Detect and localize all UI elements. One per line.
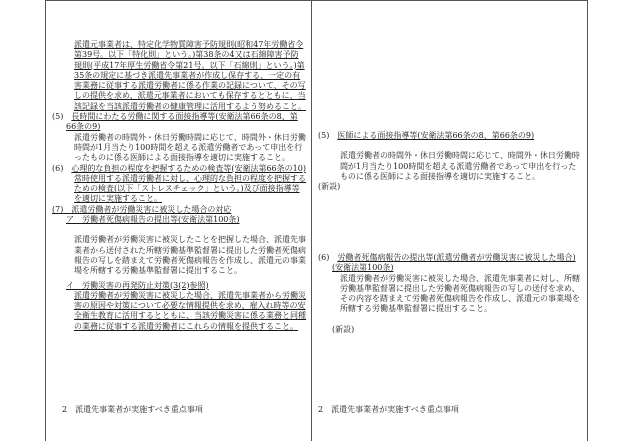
current-item-5-title: 医師による面接指導等(安衛法第66条の8、第66条の9) [337, 131, 535, 140]
current-text-column [318, 131, 580, 192]
table-right-border [587, 0, 588, 441]
item-7a-heading [52, 215, 306, 225]
item-6-number: (6) [52, 163, 64, 173]
item-7i-number: イ [66, 280, 74, 290]
item-7a-body: 派遣労働者が労働災害に被災したことを把握した場合、派遣先事業者から送付された所轄労働基準監督署に提出した労働者死傷病報告の写しを踏まえて労働者死傷病報告を作成し、派遣元の事業場を所轄する労働基準監督署に提出すること。 [74, 235, 306, 276]
item-7-heading [52, 205, 306, 215]
section-2-heading-left: 2 派遣先事業者が実施すべき重点事項 [62, 405, 203, 414]
new-provision-note-6: (新設) [318, 182, 341, 192]
item-5-body: 派遣労働者の時間外・休日労働時間に応じて、時間外・休日労働時間が1月当たり100時間を超える派遣労働者であって申出を行ったものに係る医師による面接指導を適切に実施すること。 [74, 132, 306, 163]
item-7-number: (7) [52, 204, 64, 214]
current-item-5-number: (5) [318, 131, 330, 140]
item-5-title: 長時間にわたる労働に関する面接指導等(安衛法第66条の8、第66条の9) [66, 112, 298, 132]
item-7-title: 派遣労働者が労働災害に被災した場合の対応 [71, 204, 232, 214]
table-top-border [45, 0, 587, 1]
current-item-6-body-text: 派遣労働者が労働災害に被災した場合、派遣先事業者に対し、所轄労働基準監督署に提出した労働者死傷病報告の写しの送付を求め、その内容を踏まえて労働者死傷病報告を作成し、派遣元の事業場を所轄する労働基準監督署に提出すること。 [340, 273, 580, 314]
current-item-6-number: (6) [318, 253, 330, 262]
current-item-5-body: 派遣労働者の時間外・休日労働時間に応じて、時間外・休日労働時間が1月当たり100時間を超える派遣労働者であって申出を行ったものに係る医師による面接指導を適切に実施すること。 [340, 151, 580, 181]
section-2-heading-right: 2 派遣先事業者が実施すべき重点事項 [318, 405, 459, 414]
item-7a-title: 労働者死傷病報告の提出等(安衛法第100条) [82, 215, 240, 225]
chemical-records-paragraph: 派遣元事業者は、特定化学物質障害予防規則(昭和47年労働省令第39号。以下「特化則」という。)第38条の4又は石綿障害予防規則(平成17年厚生労働省令第21号。以下「石綿則」という。)第35条の規定に基づき派遣先事業者が作成し保存する、一定の有害業務に従事する派遣労働者に係る作業の記録について、その写しの提供を求め、派遣元事業者においても保存するとともに、当該記録を当該派遣労働者の健康管理に活用するよう努めること。 [74, 40, 306, 111]
item-7a-number: ア [66, 215, 74, 225]
item-5-heading [52, 112, 306, 133]
new-provision-note-7: (新設) [332, 324, 355, 334]
current-item-6-heading [318, 253, 580, 274]
item-7i-heading [52, 281, 306, 291]
item-7i-title: 労働災害の再発防止対策(3(2)参照) [82, 280, 209, 290]
column-divider [311, 0, 312, 441]
item-6-body: 常時使用する派遣労働者に対し、心理的な負担の程度を把握するための検査(以下「ストレスチェック」という。)及び面接指導等を適切に実施すること。 [74, 173, 306, 204]
item-6-heading [52, 164, 306, 174]
item-6-title: 心理的な負担の程度を把握するための検査等(安衛法第66条の10) [71, 163, 306, 173]
current-text-column-lower [318, 253, 580, 335]
current-item-5-heading [318, 131, 580, 141]
item-5-number: (5) [52, 112, 64, 122]
current-item-6-body [318, 274, 580, 315]
table-left-border [45, 0, 46, 441]
revised-text-column [52, 40, 306, 332]
item-7i-body: 派遣労働者が労働災害に被災した場合、派遣先事業者から労働災害の原因や対策について必要な情報提供を求め、雇入れ時等の安全衛生教育に活用するとともに、当該労働災害に係る業務と同種の業務に従事する派遣労働者にこれらの情報を提供すること。 [74, 290, 306, 331]
current-item-6-title: 労働者死傷病報告の提出等(派遣労働者が労働災害に被災した場合)(安衛法第100条) [332, 253, 576, 273]
